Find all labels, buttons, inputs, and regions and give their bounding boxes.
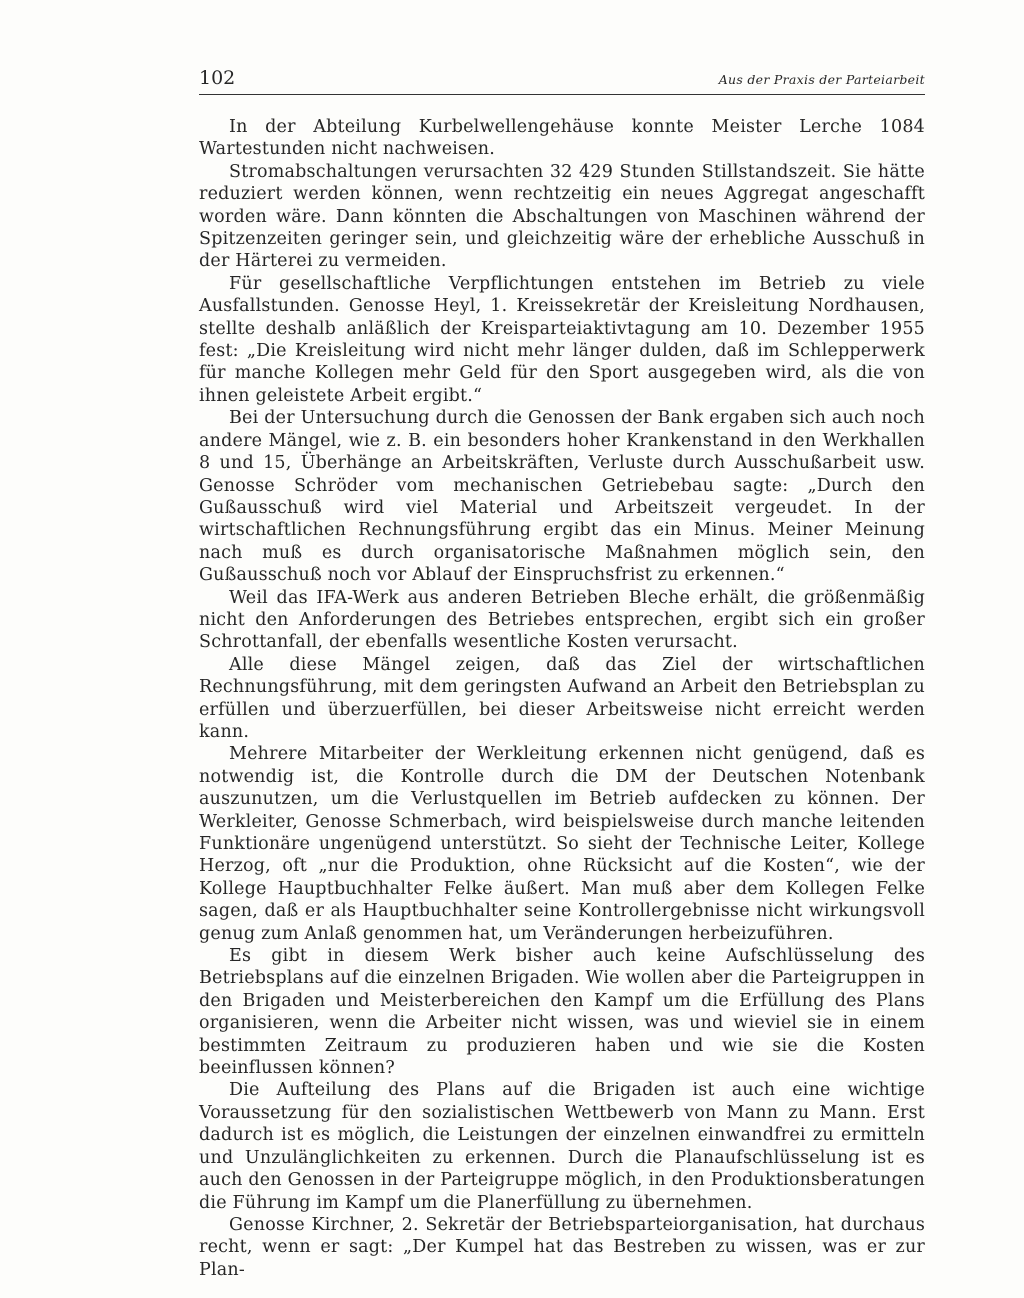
page-number: 102 (199, 67, 236, 89)
page-header (199, 64, 925, 95)
paragraph: Die Aufteilung des Plans auf die Brigaden ist auch eine wichtige Voraussetzung für den sozialistischen Wettbewerb von Mann zu Mann. Erst dadurch ist es möglich, die Leistungen der einzelnen einwandfrei zu ermitteln und Unzulänglichkeiten zu erkennen. Durch die Planaufschlüsselung ist es auch den Genossen in der Parteigruppe möglich, in den Produktionsberatungen die Führung im Kampf um die Planerfüllung zu übernehmen. (199, 1080, 925, 1213)
body-text (199, 116, 925, 1281)
paragraph: Stromabschaltungen verursachten 32 429 Stunden Stillstandszeit. Sie hätte reduziert werden können, wenn rechtzeitig ein neues Aggregat angeschafft worden wäre. Dann könnten die Abschaltungen von Maschinen während der Spitzenzeiten geringer sein, und gleichzeitig wäre der erhebliche Ausschuß in der Härterei zu vermeiden. (199, 161, 925, 272)
paragraph: Bei der Untersuchung durch die Genossen der Bank ergaben sich auch noch andere Mängel, wie z. B. ein besonders hoher Krankenstand in den Werkhallen 8 und 15, Überhänge an Arbeitskräften, Verluste durch Ausschußarbeit usw. Genosse Schröder vom mechanischen Getriebebau sagte: „Durch den Gußausschuß wird viel Material und Arbeitszeit vergeudet. In der wirtschaftlichen Rechnungsführung ergibt das ein Minus. Meiner Meinung nach muß es durch organisatorische Maßnahmen möglich sein, den Gußausschuß noch vor Ablauf der Einspruchsfrist zu erkennen.“ (199, 408, 925, 586)
paragraph: In der Abteilung Kurbelwellengehäuse konnte Meister Lerche 1084 Wartestunden nicht nachweisen. (199, 117, 925, 160)
running-head: Aus der Praxis der Parteiarbeit (718, 72, 925, 87)
paragraph: Genosse Kirchner, 2. Sekretär der Betriebsparteiorganisation, hat durchaus recht, wenn er sagt: „Der Kumpel hat das Bestreben zu wissen, was er zur Plan- (199, 1214, 925, 1280)
paragraph: Weil das IFA-Werk aus anderen Betrieben Bleche erhält, die größenmäßig nicht den Anforderungen des Betriebes entsprechen, ergibt sich ein großer Schrottanfall, der ebenfalls wesentliche Kosten verursacht. (199, 587, 925, 653)
paragraph: Mehrere Mitarbeiter der Werkleitung erkennen nicht genügend, daß es notwendig ist, die Kontrolle durch die DM der Deutschen Notenbank auszunutzen, um die Verlustquellen im Betrieb aufdecken zu können. Der Werkleiter, Genosse Schmerbach, wird beispielsweise durch manche leitenden Funktionäre ungenügend unterstützt. So sieht der Technische Leiter, Kollege Herzog, oft „nur die Produktion, ohne Rücksicht auf die Kosten“, wie der Kollege Hauptbuchhalter Felke äußert. Man muß aber dem Kollegen Felke sagen, daß er als Hauptbuchhalter seine Kontrollergebnisse nicht wirkungsvoll genug zum Anlaß genommen hat, um Veränderungen herbeizuführen. (199, 744, 925, 944)
paragraph: Alle diese Mängel zeigen, daß das Ziel der wirtschaftlichen Rechnungsführung, mit dem geringsten Aufwand an Arbeit den Betriebsplan zu erfüllen und überzuerfüllen, bei dieser Arbeitsweise nicht erreicht werden kann. (199, 654, 925, 742)
paragraph: Es gibt in diesem Werk bisher auch keine Aufschlüsselung des Betriebsplans auf die einzelnen Brigaden. Wie wollen aber die Parteigruppen in den Brigaden und Meisterbereichen den Kampf um die Erfüllung des Plans organisieren, wenn die Arbeiter nicht wissen, was und wieviel sie in einem bestimmten Zeitraum zu produzieren haben und wie sie die Kosten beeinflussen können? (199, 946, 925, 1079)
paragraph: Für gesellschaftliche Verpflichtungen entstehen im Betrieb zu viele Ausfallstunden. Genosse Heyl, 1. Kreissekretär der Kreisleitung Nordhausen, stellte deshalb anläßlich der Kreisparteiaktivtagung am 10. Dezember 1955 fest: „Die Kreisleitung wird nicht mehr länger dulden, daß im Schlepperwerk für manche Kollegen mehr Geld für den Sport ausgegeben wird, als die von ihnen geleistete Arbeit ergibt.“ (199, 273, 925, 406)
